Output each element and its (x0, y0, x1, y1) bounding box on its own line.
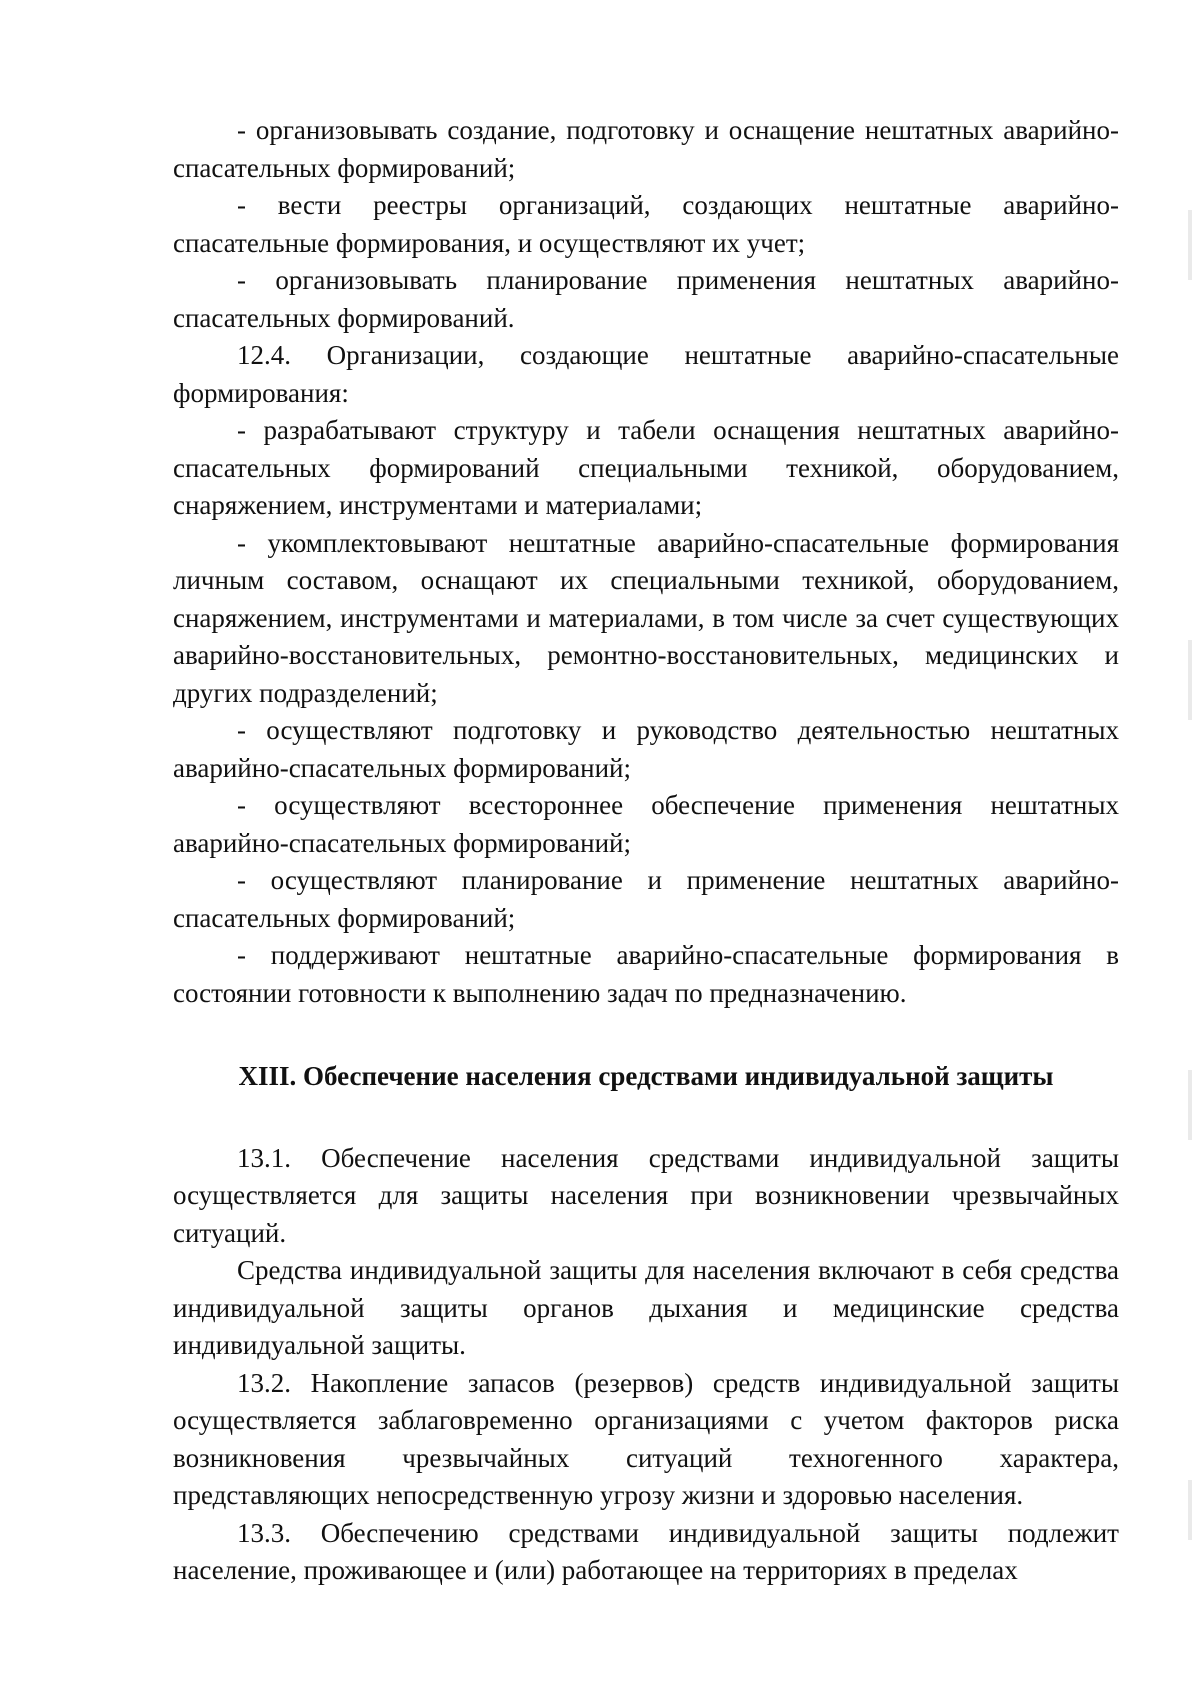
document-body (173, 112, 1119, 1590)
paragraph: - осуществляют всестороннее обеспечение применения нештатных аварийно-спасательных формирований; (173, 790, 1119, 858)
paragraph: - вести реестры организаций, создающих нештатные аварийно-спасательные формирования, и осуществляют их учет; (173, 190, 1119, 258)
paragraph: - организовывать планирование применения нештатных аварийно-спасательных формирований. (173, 265, 1119, 333)
paragraph: - организовывать создание, подготовку и оснащение нештатных аварийно-спасательных формирований; (173, 115, 1119, 183)
paragraph: 13.2. Накопление запасов (резервов) средств индивидуальной защиты осуществляется заблаговременно организациями с учетом факторов риска возникновения чрезвычайных ситуаций техногенного характера, представляющих непосредственную угрозу жизни и здоровью населения. (173, 1367, 1119, 1510)
scan-artifact (1188, 1070, 1192, 1140)
paragraph: - поддерживают нештатные аварийно-спасательные формирования в состоянии готовности к выполнению задач по предназначению. (173, 940, 1119, 1008)
scan-artifact (1188, 1480, 1192, 1540)
paragraph: - укомплектовывают нештатные аварийно-спасательные формирования личным составом, оснащают их специальными техникой, оборудованием, снаряжением, инструментами и материалами, в том числе за счет существующих аварийно-восстановительных, ремонтно-восстановительных, медицинских и других подразделений; (173, 527, 1119, 708)
paragraph: 13.1. Обеспечение населения средствами индивидуальной защиты осуществляется для защиты населения при возникновении чрезвычайных ситуаций. (173, 1142, 1119, 1248)
paragraph: Средства индивидуальной защиты для населения включают в себя средства индивидуальной защиты органов дыхания и медицинские средства индивидуальной защиты. (173, 1255, 1119, 1360)
paragraph: - осуществляют планирование и применение нештатных аварийно-спасательных формирований; (173, 865, 1119, 933)
paragraph: - осуществляют подготовку и руководство деятельностью нештатных аварийно-спасательных формирований; (173, 715, 1119, 783)
scan-artifact (1188, 210, 1192, 280)
scan-artifact (1188, 640, 1192, 720)
paragraph: 13.3. Обеспечению средствами индивидуальной защиты подлежит население, проживающее и (или) работающее на территориях в пределах (173, 1517, 1119, 1585)
section-heading: XIII. Обеспечение населения средствами индивидуальной защиты (238, 1061, 1054, 1091)
paragraph: - разрабатывают структуру и табели оснащения нештатных аварийно-спасательных формирований специальными техникой, оборудованием, снаряжением, инструментами и материалами; (173, 415, 1119, 520)
paragraph: 12.4. Организации, создающие нештатные аварийно-спасательные формирования: (173, 340, 1119, 408)
